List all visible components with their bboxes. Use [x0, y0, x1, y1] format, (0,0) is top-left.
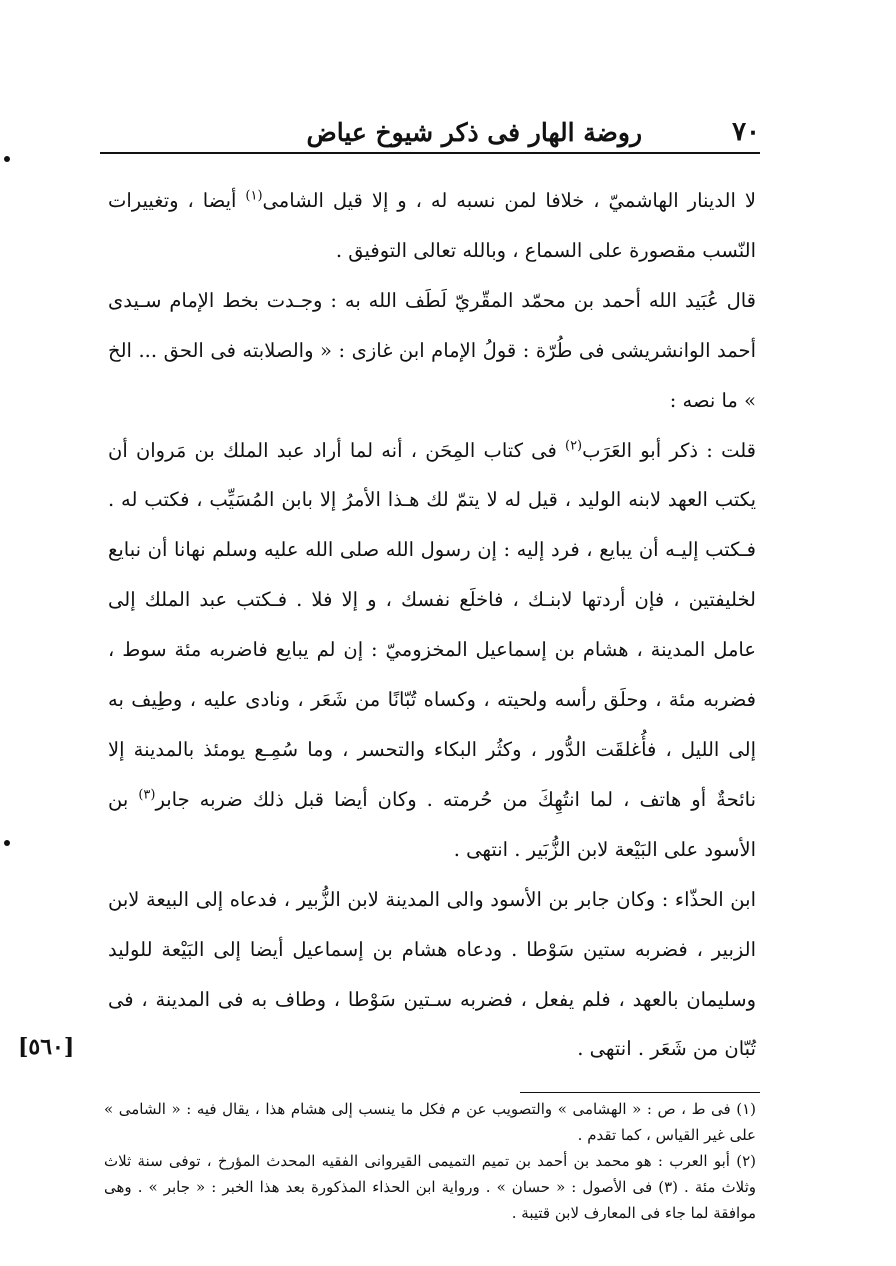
paragraph-2: [108, 276, 756, 426]
footnote-mark: (١): [245, 188, 263, 204]
text-line: أيضا ، وتغييرات النّسب مقصورة على السماع ، وبالله تعالى التوفيق .: [108, 189, 756, 262]
scan-edge-mark: [4, 156, 10, 162]
running-title: روضة الهار فى ذكر شيوخ عياض: [306, 117, 643, 147]
paragraph-1: [108, 176, 756, 276]
footnote-1: (١) فى ط ، ص : « الهشامى » والتصويب عن م فكل ما ينسب إلى هشام هذا ، يقال فيه : « الشامى » على غير القياس ، كما تقدم .: [104, 1100, 756, 1144]
paragraph-3: [108, 426, 756, 875]
text-line: قلت : ذكر أبو العَرَب: [582, 438, 756, 462]
header-rule: [100, 152, 760, 154]
page-header: [100, 112, 760, 152]
footnote-2: (٢) أبو العرب : هو محمد بن أحمد بن تميم التميمى القيروانى الفقيه المحدث المؤرخ ، توفى سنة ثلاث وثلاث مئة . (٣) فى الأصول : « حسان » . ورواية ابن الحذاء المذكورة بعد هذا الخبر : « جابر » . وهى موافقة لما جاء فى المعارف لابن قتيبة .: [104, 1152, 756, 1222]
page-number: ٧٠: [732, 117, 760, 147]
main-text: [108, 176, 756, 1074]
footnote-mark: (٢): [564, 438, 583, 454]
text-line: لا الدينار الهاشميّ ، خلافا لمن نسبه له ، و إلا قيل الشامى: [262, 189, 756, 212]
text-line: فى كتاب المِحَن ، أنه لما أراد عبد الملك بن مَروان أن يكتب العهد لابنه الوليد ، قيل له لا يتمّ لك هـذا الأمرُ إلا بابن المُسَيِّب ، فكتب له . فـكتب إليـه أن يبايع ، فرد إليه : إن رسول الله صلى الله عليه وسلم نهانا أن نبايع لخليفتين ، فإن أردتها لابنـك ، فاخلَع نفسك ، و إلا فلا . فـكتب عبد الملك إلى عامل المدينة ، هشام بن إسماعيل المخزوميّ : إن لم يبايع فاضربه مئة سوط ، فضربه مئة ، وحلَق رأسه ولحيته ، وكساه تُبّانًا من شَعَر ، ونادى عليه ، وطِيف به إلى الليل ، فأُغلقَت الدُّور ، وكثُر البكاء والتحسر ، وما سُمِـع يومئذ بالمدينة إلا نائحةٌ أو هاتف ، لما انتُهِكَ من حُرمته . وكان أيضا قبل ذلك ضربه جابر: [108, 438, 756, 811]
footnote-mark: (٣): [138, 787, 156, 803]
text-line: ابن الحذّاء : وكان جابر بن الأسود والى المدينة لابن الزُّبير ، فدعاه إلى البيعة لابن الزبير ، فضربه ستين سَوْطا . ودعاه هشام بن إسماعيل أيضا إلى البَيْعة للوليد وسليمان بالعهد ، فلم يفعل ، فضربه سـتين سَوْطا ، وطاف به فى المدينة ، فى تُبّان من شَعَر . انتهى .: [108, 887, 756, 1061]
text-line: قال عُبَيد الله أحمد بن محمّد المقّريّ لَطَف الله به : وجـدت بخط الإمام سـيدى أحمد الوانشريشى فى طُرّة : قولُ الإمام ابن غازى : « والصلابته فى الحق ... الخ » ما نصه :: [108, 288, 756, 412]
scan-edge-mark: [4, 840, 10, 846]
margin-page-reference: [٥٦٠]: [18, 1034, 75, 1060]
paragraph-4: [108, 875, 756, 1075]
text-line: بن الأسود على البَيْعة لابن الزُّبَير . انتهى .: [108, 787, 756, 861]
footnote-rule: [520, 1092, 760, 1093]
footnotes: [104, 1096, 756, 1226]
